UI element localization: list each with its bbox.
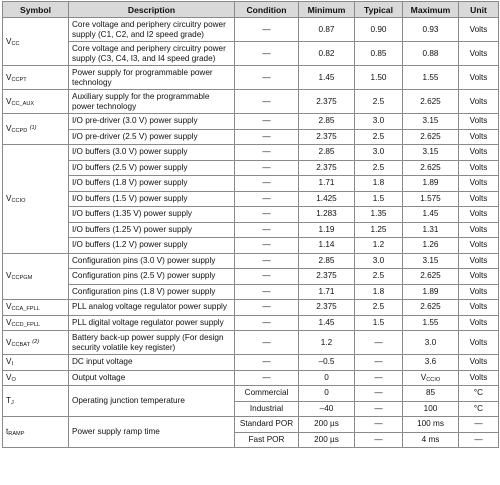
description-cell: PLL digital voltage regulator power supply [69,315,235,331]
description-cell: Output voltage [69,370,235,386]
minimum-cell: 0.87 [299,18,355,42]
typical-cell: 1.8 [355,176,403,192]
header-unit: Unit [459,2,499,18]
typical-cell: 2.5 [355,300,403,316]
minimum-cell: 1.45 [299,315,355,331]
typical-cell: 1.5 [355,315,403,331]
table-row [3,253,499,269]
unit-cell: Volts [459,145,499,161]
description-cell: I/O buffers (2.5 V) power supply [69,160,235,176]
minimum-cell: 2.85 [299,114,355,130]
table-row [3,207,499,223]
description-cell: I/O buffers (1.25 V) power supply [69,222,235,238]
condition-cell: Industrial [235,401,299,417]
unit-cell: Volts [459,129,499,145]
unit-cell: Volts [459,269,499,285]
condition-cell: — [235,114,299,130]
description-cell: PLL analog voltage regulator power supply [69,300,235,316]
unit-cell: Volts [459,370,499,386]
table-row [3,90,499,114]
table-row [3,176,499,192]
description-cell: Configuration pins (2.5 V) power supply [69,269,235,285]
table-row [3,386,499,402]
condition-cell: — [235,129,299,145]
maximum-cell: 1.55 [403,66,459,90]
unit-cell: Volts [459,331,499,355]
minimum-cell: 0.82 [299,42,355,66]
minimum-cell: –40 [299,401,355,417]
description-cell: I/O pre-driver (2.5 V) power supply [69,129,235,145]
typical-cell: 1.50 [355,66,403,90]
minimum-cell: 2.375 [299,90,355,114]
description-cell: I/O buffers (1.8 V) power supply [69,176,235,192]
maximum-cell: 100 [403,401,459,417]
condition-cell: — [235,176,299,192]
condition-cell: — [235,284,299,300]
condition-cell: Commercial [235,386,299,402]
unit-cell: Volts [459,253,499,269]
unit-cell: — [459,432,499,448]
header-minimum: Minimum [299,2,355,18]
typical-cell: 1.35 [355,207,403,223]
table-row [3,355,499,371]
unit-cell: Volts [459,238,499,254]
typical-cell: — [355,386,403,402]
symbol-cell: $t_{RAMP}$ [3,417,69,448]
table-row [3,129,499,145]
typical-cell: 3.0 [355,114,403,130]
maximum-cell: 4 ms [403,432,459,448]
description-cell: I/O buffers (1.5 V) power supply [69,191,235,207]
unit-cell: Volts [459,315,499,331]
maximum-cell: 1.55 [403,315,459,331]
unit-cell: Volts [459,284,499,300]
condition-cell: — [235,18,299,42]
condition-cell: — [235,315,299,331]
symbol-cell: $V_{CCPD}$ $^{(1)}$ [3,114,69,145]
condition-cell: — [235,42,299,66]
typical-cell: 1.2 [355,238,403,254]
condition-cell: — [235,90,299,114]
description-cell: I/O pre-driver (3.0 V) power supply [69,114,235,130]
minimum-cell: 200 µs [299,417,355,433]
unit-cell: Volts [459,191,499,207]
minimum-cell: 1.45 [299,66,355,90]
table-row [3,269,499,285]
maximum-cell: 2.625 [403,160,459,176]
symbol-cell: $V_{CC}$ [3,18,69,66]
unit-cell: Volts [459,355,499,371]
description-cell: Power supply for programmable power technology [69,66,235,90]
header-maximum: Maximum [403,2,459,18]
symbol-cell: $V_{CCA\_FPLL}$ [3,300,69,316]
symbol-cell: $V_{CCBAT}$ $^{(2)}$ [3,331,69,355]
typical-cell: — [355,370,403,386]
table-row [3,331,499,355]
maximum-cell: $V_{CCIO}$ [403,370,459,386]
condition-cell: — [235,355,299,371]
maximum-cell: 2.625 [403,300,459,316]
minimum-cell: 1.2 [299,331,355,355]
unit-cell: Volts [459,300,499,316]
description-cell: Core voltage and periphery circuitry power supply (C3, C4, I3, and I4 speed grade) [69,42,235,66]
minimum-cell: 0 [299,370,355,386]
description-cell: I/O buffers (1.35 V) power supply [69,207,235,223]
table-row [3,300,499,316]
maximum-cell: 2.625 [403,129,459,145]
unit-cell: Volts [459,160,499,176]
maximum-cell: 1.89 [403,284,459,300]
condition-cell: — [235,300,299,316]
minimum-cell: 2.375 [299,269,355,285]
unit-cell: Volts [459,90,499,114]
maximum-cell: 3.15 [403,145,459,161]
condition-cell: — [235,222,299,238]
symbol-cell: $V_{CC\_AUX}$ [3,90,69,114]
minimum-cell: –0.5 [299,355,355,371]
minimum-cell: 1.71 [299,176,355,192]
table-row [3,18,499,42]
unit-cell: Volts [459,207,499,223]
condition-cell: — [235,66,299,90]
condition-cell: — [235,253,299,269]
unit-cell: Volts [459,66,499,90]
minimum-cell: 2.375 [299,160,355,176]
description-cell: Configuration pins (3.0 V) power supply [69,253,235,269]
minimum-cell: 2.375 [299,300,355,316]
description-cell: I/O buffers (1.2 V) power supply [69,238,235,254]
table-row [3,114,499,130]
maximum-cell: 100 ms [403,417,459,433]
condition-cell: — [235,145,299,161]
typical-cell: 1.25 [355,222,403,238]
minimum-cell: 200 µs [299,432,355,448]
spec-table-container [2,1,498,448]
description-cell: Battery back-up power supply (For design security volatile key register) [69,331,235,355]
table-row [3,315,499,331]
unit-cell: Volts [459,222,499,238]
table-row [3,370,499,386]
typical-cell: 2.5 [355,269,403,285]
minimum-cell: 2.85 [299,253,355,269]
table-row [3,145,499,161]
description-cell: I/O buffers (3.0 V) power supply [69,145,235,161]
minimum-cell: 1.71 [299,284,355,300]
maximum-cell: 0.88 [403,42,459,66]
condition-cell: — [235,331,299,355]
minimum-cell: 1.14 [299,238,355,254]
maximum-cell: 2.625 [403,90,459,114]
header-condition: Condition [235,2,299,18]
minimum-cell: 2.375 [299,129,355,145]
maximum-cell: 1.575 [403,191,459,207]
table-row [3,160,499,176]
symbol-cell: $V_O$ [3,370,69,386]
typical-cell: 2.5 [355,129,403,145]
header-description: Description [69,2,235,18]
maximum-cell: 2.625 [403,269,459,285]
description-cell: Operating junction temperature [69,386,235,417]
symbol-cell: $T_J$ [3,386,69,417]
description-cell: Power supply ramp time [69,417,235,448]
maximum-cell: 3.15 [403,253,459,269]
table-row [3,66,499,90]
condition-cell: — [235,269,299,285]
condition-cell: — [235,191,299,207]
unit-cell: Volts [459,18,499,42]
condition-cell: — [235,370,299,386]
typical-cell: 0.85 [355,42,403,66]
typical-cell: — [355,417,403,433]
header-row [3,2,499,18]
unit-cell: Volts [459,42,499,66]
typical-cell: — [355,432,403,448]
typical-cell: 3.0 [355,145,403,161]
operating-conditions-table [2,1,499,448]
minimum-cell: 0 [299,386,355,402]
symbol-cell: $V_I$ [3,355,69,371]
typical-cell: 1.5 [355,191,403,207]
typical-cell: 2.5 [355,160,403,176]
typical-cell: 0.90 [355,18,403,42]
typical-cell: 3.0 [355,253,403,269]
description-cell: Auxiliary supply for the programmable power technology [69,90,235,114]
maximum-cell: 1.26 [403,238,459,254]
table-row [3,222,499,238]
table-row [3,238,499,254]
typical-cell: — [355,331,403,355]
symbol-cell: $V_{CCIO}$ [3,145,69,254]
typical-cell: — [355,355,403,371]
minimum-cell: 1.19 [299,222,355,238]
minimum-cell: 1.425 [299,191,355,207]
typical-cell: 2.5 [355,90,403,114]
maximum-cell: 1.45 [403,207,459,223]
maximum-cell: 0.93 [403,18,459,42]
symbol-cell: $V_{CCD\_FPLL}$ [3,315,69,331]
description-cell: Configuration pins (1.8 V) power supply [69,284,235,300]
unit-cell: Volts [459,176,499,192]
header-symbol: Symbol [3,2,69,18]
typical-cell: 1.8 [355,284,403,300]
unit-cell: Volts [459,114,499,130]
condition-cell: Standard POR [235,417,299,433]
symbol-cell: $V_{CCPGM}$ [3,253,69,300]
condition-cell: — [235,207,299,223]
condition-cell: — [235,238,299,254]
table-row [3,284,499,300]
typical-cell: — [355,401,403,417]
header-typical: Typical [355,2,403,18]
table-row [3,417,499,433]
table-row [3,191,499,207]
maximum-cell: 1.89 [403,176,459,192]
unit-cell: — [459,417,499,433]
maximum-cell: 1.31 [403,222,459,238]
symbol-cell: $V_{CCPT}$ [3,66,69,90]
table-row [3,42,499,66]
unit-cell: °C [459,386,499,402]
unit-cell: °C [459,401,499,417]
minimum-cell: 2.85 [299,145,355,161]
maximum-cell: 3.15 [403,114,459,130]
maximum-cell: 3.6 [403,355,459,371]
condition-cell: — [235,160,299,176]
minimum-cell: 1.283 [299,207,355,223]
maximum-cell: 85 [403,386,459,402]
maximum-cell: 3.0 [403,331,459,355]
description-cell: DC input voltage [69,355,235,371]
condition-cell: Fast POR [235,432,299,448]
description-cell: Core voltage and periphery circuitry power supply (C1, C2, and I2 speed grade) [69,18,235,42]
